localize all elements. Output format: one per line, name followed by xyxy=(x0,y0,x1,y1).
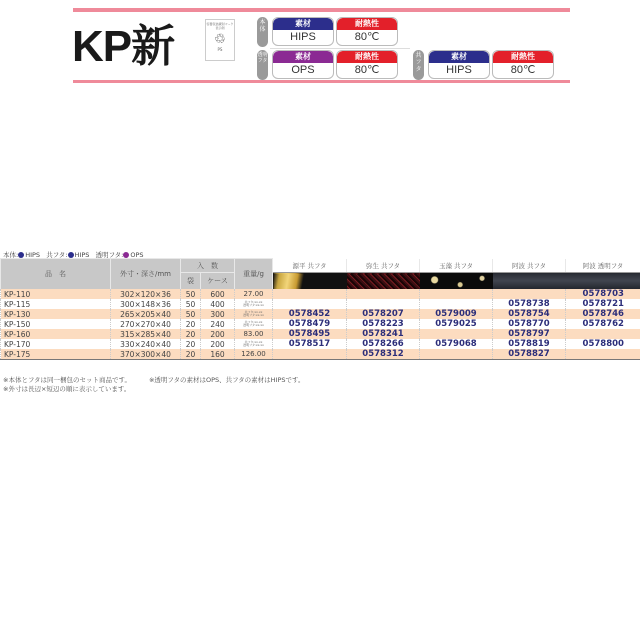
row-bag: 20 xyxy=(181,339,201,349)
row-code xyxy=(273,289,347,299)
footnotes xyxy=(3,376,305,394)
row-code: 0578746 xyxy=(566,309,640,319)
series-yayoi: 弥生 共フタ xyxy=(347,259,420,273)
spec-label: 素材 xyxy=(273,51,333,63)
awa-clear-pattern-image xyxy=(566,273,640,290)
recycle-icon: ♲ xyxy=(214,32,226,47)
spec-group-body-label: 本体 xyxy=(257,17,268,47)
header-size: 外寸・深さ/mm xyxy=(111,259,181,290)
row-bag: 50 xyxy=(181,289,201,299)
header-qty: 入 数 xyxy=(181,259,235,273)
spec-value: 80℃ xyxy=(354,31,380,43)
row-size: 370×300×40 xyxy=(111,349,181,360)
note-dimensions: ※外寸は長辺×短辺の順に表示しています。 xyxy=(3,385,131,393)
row-code: 0578703 xyxy=(566,289,640,299)
row-name: KP-150 xyxy=(1,319,111,329)
row-case: 300 xyxy=(201,309,235,319)
spec-group-lid-label: 共フタ xyxy=(413,50,424,80)
note-materials: ※透明フタの素材はOPS、共フタの素材はHIPSです。 xyxy=(148,376,305,384)
row-case: 200 xyxy=(201,339,235,349)
row-code: 0578797 xyxy=(493,329,566,339)
row-weight-note: 共フタ:xx.xx 透明フタ:xx.xx xyxy=(235,299,273,309)
row-code: 0578800 xyxy=(566,339,640,349)
row-code: 0578762 xyxy=(566,319,640,329)
spec-separator xyxy=(270,48,410,49)
row-code: 0578241 xyxy=(347,329,420,339)
row-weight: 126.00 xyxy=(235,349,273,360)
row-code: 0578207 xyxy=(347,309,420,319)
header-weight: 重量/g xyxy=(235,259,273,290)
row-name: KP-170 xyxy=(1,339,111,349)
row-bag: 20 xyxy=(181,319,201,329)
product-title: KP新 xyxy=(72,22,175,71)
row-code xyxy=(420,329,493,339)
row-name: KP-110 xyxy=(1,289,111,299)
row-name: KP-175 xyxy=(1,349,111,360)
spec-value: OPS xyxy=(291,64,315,76)
row-size: 330×240×40 xyxy=(111,339,181,349)
row-code xyxy=(347,289,420,299)
yayoi-pattern-image xyxy=(347,273,420,290)
row-code xyxy=(493,289,566,299)
spec-clear-material xyxy=(272,50,334,79)
row-size: 300×148×36 xyxy=(111,299,181,309)
spec-clear-heat xyxy=(336,50,398,79)
row-code: 0578738 xyxy=(493,299,566,309)
row-code: 0578770 xyxy=(493,319,566,329)
row-code: 0579009 xyxy=(420,309,493,319)
recycle-label: PS xyxy=(217,47,223,52)
table-row xyxy=(1,309,640,319)
row-code xyxy=(347,299,420,309)
row-code: 0578452 xyxy=(273,309,347,319)
row-code: 0578517 xyxy=(273,339,347,349)
row-bag: 20 xyxy=(181,349,201,360)
row-size: 302×120×36 xyxy=(111,289,181,299)
row-name: KP-115 xyxy=(1,299,111,309)
row-weight: 83.00 xyxy=(235,329,273,339)
recycle-caption: 容器包装識別マーク表示例 xyxy=(206,22,234,30)
awa-lid-pattern-image xyxy=(493,273,566,290)
row-size: 315×285×40 xyxy=(111,329,181,339)
spec-label: 耐熱性 xyxy=(337,51,397,63)
row-bag: 50 xyxy=(181,309,201,319)
row-code: 0579025 xyxy=(420,319,493,329)
row-weight: 27.00 xyxy=(235,289,273,299)
row-case: 200 xyxy=(201,329,235,339)
row-code: 0578721 xyxy=(566,299,640,309)
spec-value: 80℃ xyxy=(510,64,536,76)
spec-value: 80℃ xyxy=(354,64,380,76)
row-code: 0578754 xyxy=(493,309,566,319)
row-name: KP-160 xyxy=(1,329,111,339)
spec-group-clear-label: 透明フタ xyxy=(257,50,268,80)
row-code xyxy=(273,299,347,309)
series-awa-clear: 阿波 透明フタ xyxy=(566,259,640,273)
row-name: KP-130 xyxy=(1,309,111,319)
table-row xyxy=(1,289,640,299)
row-code: 0578819 xyxy=(493,339,566,349)
spec-label: 素材 xyxy=(429,51,489,63)
spec-label: 耐熱性 xyxy=(493,51,553,63)
spec-label: 耐熱性 xyxy=(337,18,397,30)
table-row xyxy=(1,329,640,339)
spec-body-heat xyxy=(336,17,398,46)
header-name: 品 名 xyxy=(1,259,111,290)
row-code: 0578495 xyxy=(273,329,347,339)
spec-body-material xyxy=(272,17,334,46)
row-code: 0578223 xyxy=(347,319,420,329)
table-row xyxy=(1,349,640,360)
row-code: 0579068 xyxy=(420,339,493,349)
row-case: 600 xyxy=(201,289,235,299)
table-row xyxy=(1,319,640,329)
spec-value: HIPS xyxy=(290,31,316,43)
row-code: 0578827 xyxy=(493,349,566,360)
header-case: ケース xyxy=(201,273,235,290)
note-set-product: ※本体とフタは同一梱包のセット商品です。 xyxy=(3,376,131,384)
material-legend: 本体: HIPS 共フタ: HIPS 透明フタ: OPS xyxy=(3,251,144,259)
tamamo-pattern-image xyxy=(420,273,493,290)
spec-value: HIPS xyxy=(446,64,472,76)
spec-lid-material xyxy=(428,50,490,79)
genpei-pattern-image xyxy=(273,273,347,290)
bottom-divider xyxy=(73,80,570,83)
table-row xyxy=(1,299,640,309)
spec-lid-heat xyxy=(492,50,554,79)
row-size: 270×270×40 xyxy=(111,319,181,329)
row-code xyxy=(273,349,347,360)
series-genpei: 源平 共フタ xyxy=(273,259,347,273)
row-code: 0578479 xyxy=(273,319,347,329)
row-weight-note: 共フタ:xx.xx 透明フタ:xx.xx xyxy=(235,319,273,329)
row-code xyxy=(420,349,493,360)
row-weight-note: 共フタ:xx.xx 透明フタ:xx.xx xyxy=(235,309,273,319)
row-case: 400 xyxy=(201,299,235,309)
product-table xyxy=(0,258,640,360)
series-awa-lid: 阿波 共フタ xyxy=(493,259,566,273)
row-case: 240 xyxy=(201,319,235,329)
row-code xyxy=(566,329,640,339)
top-divider xyxy=(73,8,570,12)
row-weight-note: 共フタ:xx.xx 透明フタ:xx.xx xyxy=(235,339,273,349)
spec-label: 素材 xyxy=(273,18,333,30)
row-code: 0578312 xyxy=(347,349,420,360)
row-code xyxy=(566,349,640,360)
row-code: 0578266 xyxy=(347,339,420,349)
row-code xyxy=(420,299,493,309)
row-size: 265×205×40 xyxy=(111,309,181,319)
row-bag: 20 xyxy=(181,329,201,339)
row-bag: 50 xyxy=(181,299,201,309)
recycle-mark xyxy=(205,19,235,61)
row-code xyxy=(420,289,493,299)
series-tamamo: 玉藻 共フタ xyxy=(420,259,493,273)
header-bag: 袋 xyxy=(181,273,201,290)
row-case: 160 xyxy=(201,349,235,360)
table-row xyxy=(1,339,640,349)
